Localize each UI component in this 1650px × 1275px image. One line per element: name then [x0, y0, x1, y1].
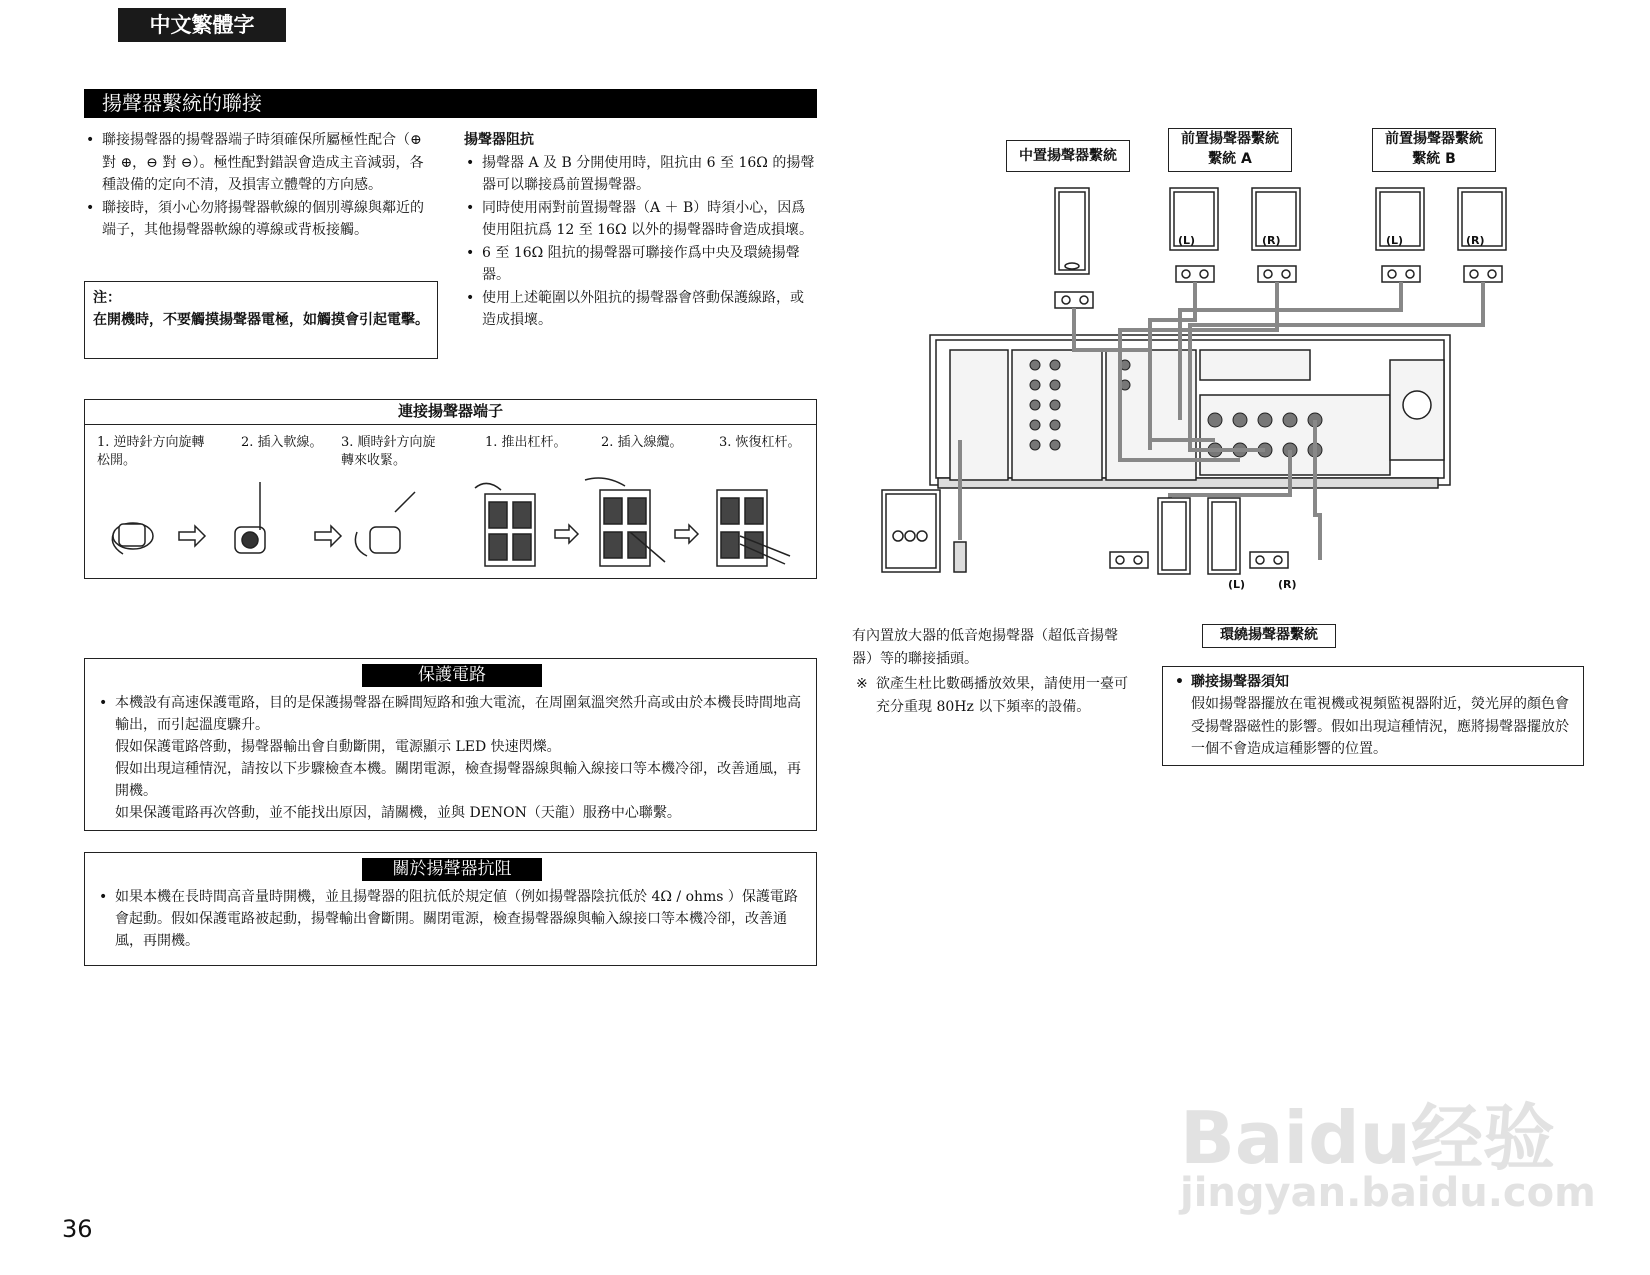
placement-box — [1162, 666, 1584, 766]
surround-speakers-icon — [1110, 498, 1288, 574]
protection-title: 保護電路 — [362, 664, 542, 687]
spring-terminal-push-icon — [475, 483, 535, 566]
front-b-left-label: (L) — [1386, 234, 1404, 247]
arrow-icon — [315, 526, 341, 546]
front-b-right-label: (R) — [1466, 234, 1485, 247]
binding-post-insert-icon — [235, 482, 265, 553]
note-label: 注： — [93, 290, 121, 306]
protection-bullet: • 本機設有高速保護電路，目的是保護揚聲器在瞬間短路和強大電流，在周圍氣溫突然升高或由於本機長時間地高輸出，而引起溫度驟升。 — [97, 692, 804, 736]
front-b-label: 前置揚聲器繫統 繫統 B — [1372, 128, 1496, 172]
binding-post-loosen-icon — [112, 523, 153, 554]
subwoofer-note: 欲產生杜比數碼播放效果，請使用一臺可充分重現 80Hz 以下頻率的設備。 — [876, 676, 1128, 715]
center-speaker-icon — [1055, 188, 1093, 308]
note-box — [84, 281, 438, 359]
step-a2: 2. 插入軟線。 — [241, 435, 323, 450]
surround-left-label: (L) — [1228, 578, 1246, 591]
impedance-bullet: • 同時使用兩對前置揚聲器（A ＋ B）時須小心，因爲使用阻抗爲 12 至 16Ω 以外的揚聲器時會造成損壞。 — [464, 197, 816, 242]
center-speaker-label: 中置揚聲器繫統 — [1006, 140, 1130, 172]
impedance-bullet: • 揚聲器 A 及 B 分開使用時，阻抗由 6 至 16Ω 的揚聲器可以聯接爲前置揚聲器。 — [464, 152, 816, 197]
placement-text: 假如揚聲器擺放在電視機或視頻監視器附近，熒光屏的顏色會受揚聲器磁性的影響。假如出現這種情況，應將揚聲器擺放於一個不會造成這種影響的位置。 — [1191, 696, 1569, 757]
terminal-instructions — [84, 399, 817, 579]
spring-terminal-insert-icon — [585, 478, 665, 566]
arrow-icon — [179, 526, 205, 546]
impedance-panel — [84, 852, 817, 966]
protection-p3: 如果保護電路再次啓動，並不能找出原因，請關機，並與 DENON（天龍）服務中心聯繫。 — [115, 805, 681, 821]
impedance-panel-bullet: • 如果本機在長時間高音量時開機，並且揚聲器的阻抗低於規定値（例如揚聲器陰抗低於 4Ω / ohms ）保護電路會起動。假如保護電路被起動，揚聲輸出會斷開。關閉電源，檢查揚聲器線與輸入線接口等本機冷卻，改善通風，再開機。 — [97, 886, 804, 952]
language-tab: 中文繁體字 — [118, 8, 286, 42]
arrow-icon — [675, 525, 698, 543]
impedance-section — [464, 129, 816, 332]
step-a3: 3. 順時針方向旋轉來收緊。 — [341, 435, 436, 468]
bullet-contact: • 聯接時，須小心勿將揚聲器軟線的個別導線與鄰近的端子，其他揚聲器軟線的導線或背板接觸。 — [84, 197, 436, 242]
section-title: 揚聲器繫統的聯接 — [84, 89, 817, 118]
step-b1: 1. 推出杠杆。 — [485, 435, 567, 450]
impedance-bullet: • 使用上述範圍以外阻抗的揚聲器會啓動保護線路，或造成損壞。 — [464, 287, 816, 332]
subwoofer-caption: 有內置放大器的低音炮揚聲器（超低音揚聲器）等的聯接插頭。 — [852, 628, 1118, 667]
page-number: 36 — [62, 1215, 93, 1243]
step-b3: 3. 恢復杠杆。 — [719, 435, 801, 450]
impedance-panel-title: 關於揚聲器抗阻 — [362, 858, 542, 881]
subwoofer-note-mark: ※ — [856, 676, 868, 692]
protection-p1: 假如保護電路啓動，揚聲器輸出會自動斷開，電源顯示 LED 快速閃爍。 — [115, 739, 561, 755]
surround-right-label: (R) — [1278, 578, 1297, 591]
wiring-diagram — [850, 120, 1650, 640]
step-b2: 2. 插入線纜。 — [601, 435, 683, 450]
spring-terminal-restore-icon — [717, 490, 790, 566]
step-a1: 1. 逆時針方向旋轉松開。 — [97, 435, 205, 468]
binding-post-tighten-icon — [355, 492, 415, 556]
terminal-title: 連接揚聲器端子 — [85, 400, 816, 425]
surround-speaker-label: 環繞揚聲器繫統 — [1202, 624, 1336, 648]
front-a-left-label: (L) — [1178, 234, 1196, 247]
protection-p2: 假如出現這種情況，請按以下步驟檢查本機。關閉電源，檢查揚聲器線與輸入線接口等本機冷卻，改善通風，再開機。 — [115, 761, 801, 799]
front-a-right-label: (R) — [1262, 234, 1281, 247]
intro-bullets — [84, 129, 436, 242]
arrow-icon — [555, 525, 578, 543]
bullet-polarity: • 聯接揚聲器的揚聲器端子時須確保所屬極性配合（⊕ 對 ⊕，⊖ 對 ⊖）。極性配對錯誤會造成主音減弱，各種設備的定向不清，及損害立體聲的方向感。 — [84, 129, 436, 197]
note-text: 在開機時，不要觸摸揚聲器電極，如觸摸會引起電擊。 — [93, 312, 429, 328]
watermark-url: jingyan.baidu.com — [1180, 1170, 1596, 1216]
protection-panel — [84, 658, 817, 831]
terminal-illustrations — [85, 472, 815, 576]
front-a-label: 前置揚聲器繫統 繫統 A — [1168, 128, 1292, 172]
watermark-brand: Baidu经验 — [1180, 1096, 1555, 1180]
placement-title: • 聯接揚聲器須知 — [1173, 671, 1573, 693]
impedance-bullet: • 6 至 16Ω 阻抗的揚聲器可聯接作爲中央及環繞揚聲器。 — [464, 242, 816, 287]
impedance-title: 揚聲器阻抗 — [464, 132, 534, 148]
